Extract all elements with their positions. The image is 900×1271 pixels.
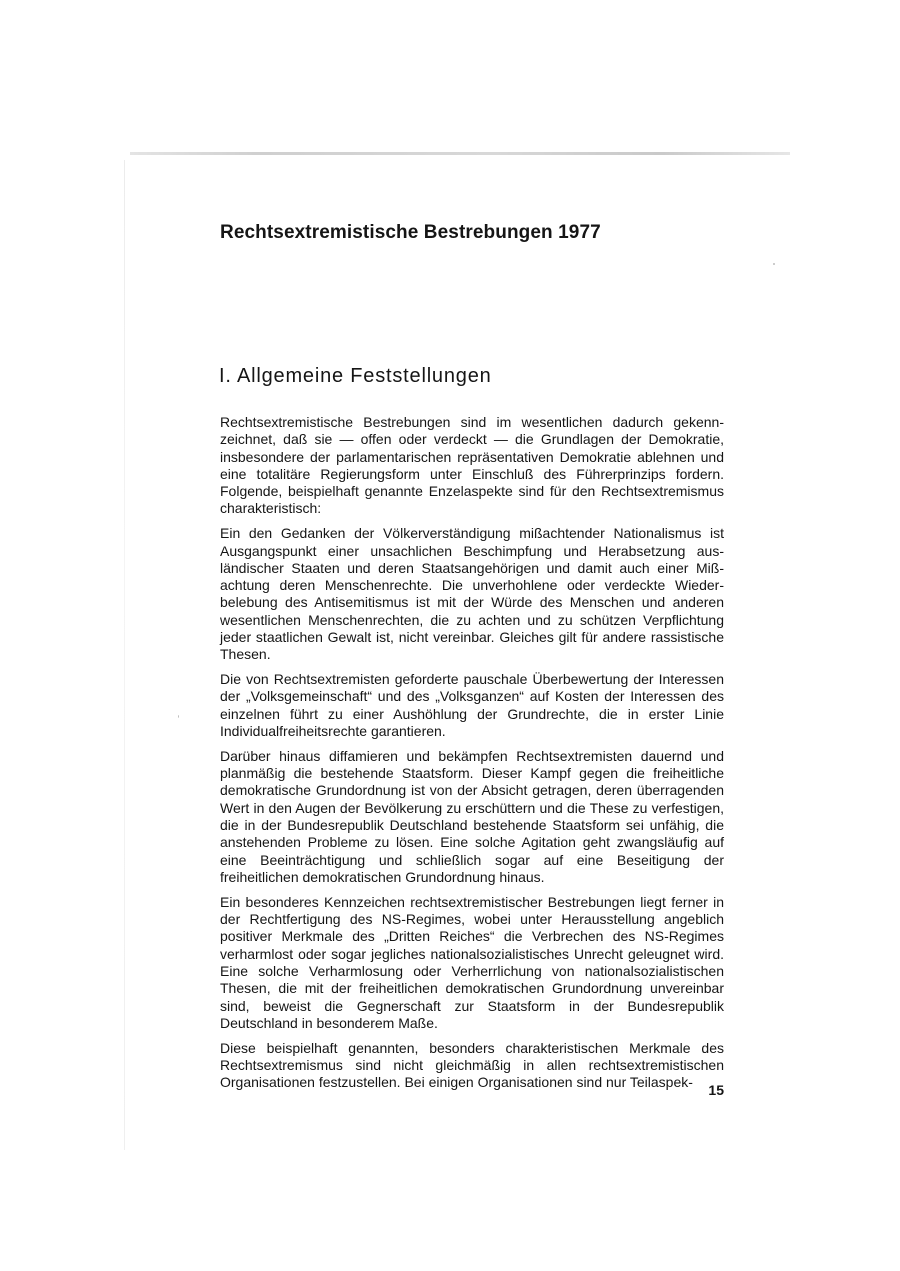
page-number: 15 — [708, 1082, 724, 1098]
scan-edge-top — [130, 152, 790, 155]
paragraph: Die von Rechtsextremisten geforderte pauschale Überbewertung der Interessen der „Volksgemeinschaft“ und des „Volksganzen“ auf Kosten der Interessen des einzelnen führt zu einer Aushöhlung der Grundrechte, die in erster Linie Individualfreiheitsrechte garantieren. — [220, 671, 724, 740]
section-heading: I. Allgemeine Feststellungen — [219, 365, 492, 387]
scan-speck — [178, 715, 179, 718]
scan-speck — [773, 263, 775, 265]
paragraph: Diese beispielhaft genannten, besonders charakteristischen Merkmale des Rechtsextremismus sind nicht gleichmäßig in allen rechtsextremistischen Organisationen festzustellen. Bei einigen Organisationen sind nur Teilaspek- — [220, 1039, 724, 1091]
paragraph: Darüber hinaus diffamieren und bekämpfen Rechtsextremisten dauernd und planmäßig die bestehende Staatsform. Dieser Kampf gegen die freiheitliche demokratische Grundordnung ist von der Absicht getragen, deren überragenden Wert in den Augen der Bevölkerung zu erschüttern und die These zu verfestigen, die in der Bundesrepublik Deutschland bestehende Staatsform sei unfähig, die anstehenden Probleme zu lösen. Eine solche Agitation geht zwangsläufig auf eine Beeinträchtigung und schließlich sogar auf eine Beseitigung der freiheitlichen demokratischen Grundordnung hinaus. — [220, 747, 724, 885]
scan-edge-left — [124, 160, 125, 1150]
body-text — [220, 414, 724, 1099]
paragraph: Ein den Gedanken der Völkerverständigung mißachtender Nationalismus ist Ausgangspunkt einer unsachlichen Beschimpfung und Herabsetzung ausländischer Staaten und deren Staatsangehörigen und damit auch einer Mißachtung deren Menschenrechte. Die unverhohlene oder verdeckte Wiederbelebung des Antisemitismus ist mit der Würde des Menschen und anderen wesentlichen Menschenrechten, die zu achten und zu schützen Verpflichtung jeder staatlichen Gewalt ist, nicht vereinbar. Gleiches gilt für andere rassistische Thesen. — [220, 525, 724, 663]
document-title: Rechtsextremistische Bestrebungen 1977 — [220, 222, 601, 243]
paragraph: Ein besonderes Kennzeichen rechtsextremistischer Bestrebungen liegt ferner in der Rechtfertigung des NS-Regimes, wobei unter Herausstellung angeblich positiver Merkmale des „Dritten Reiches“ die Verbrechen des NS-Regimes verharmlost oder sogar jegliches nationalsozialistisches Unrecht geleugnet wird. Eine solche Verharmlosung oder Verherrlichung von nationalsozialistischen Thesen, die mit der freiheitlichen demokratischen Grundordnung unvereinbar sind, beweist die Gegnerschaft zur Staatsform in der Bundesrepublik Deutschland in besonderem Maße. — [220, 893, 724, 1031]
paragraph: Rechtsextremistische Bestrebungen sind im wesentlichen dadurch gekennzeichnet, daß sie — offen oder verdeckt — die Grundlagen der Demokratie, insbesondere der parlamentarischen repräsentativen Demokratie ablehnen und eine totalitäre Regierungsform unter Einschluß des Führerprinzips fordern. Folgende, beispielhaft genannte Enzelaspekte sind für den Rechtsextremismus charakteristisch: — [220, 414, 724, 517]
